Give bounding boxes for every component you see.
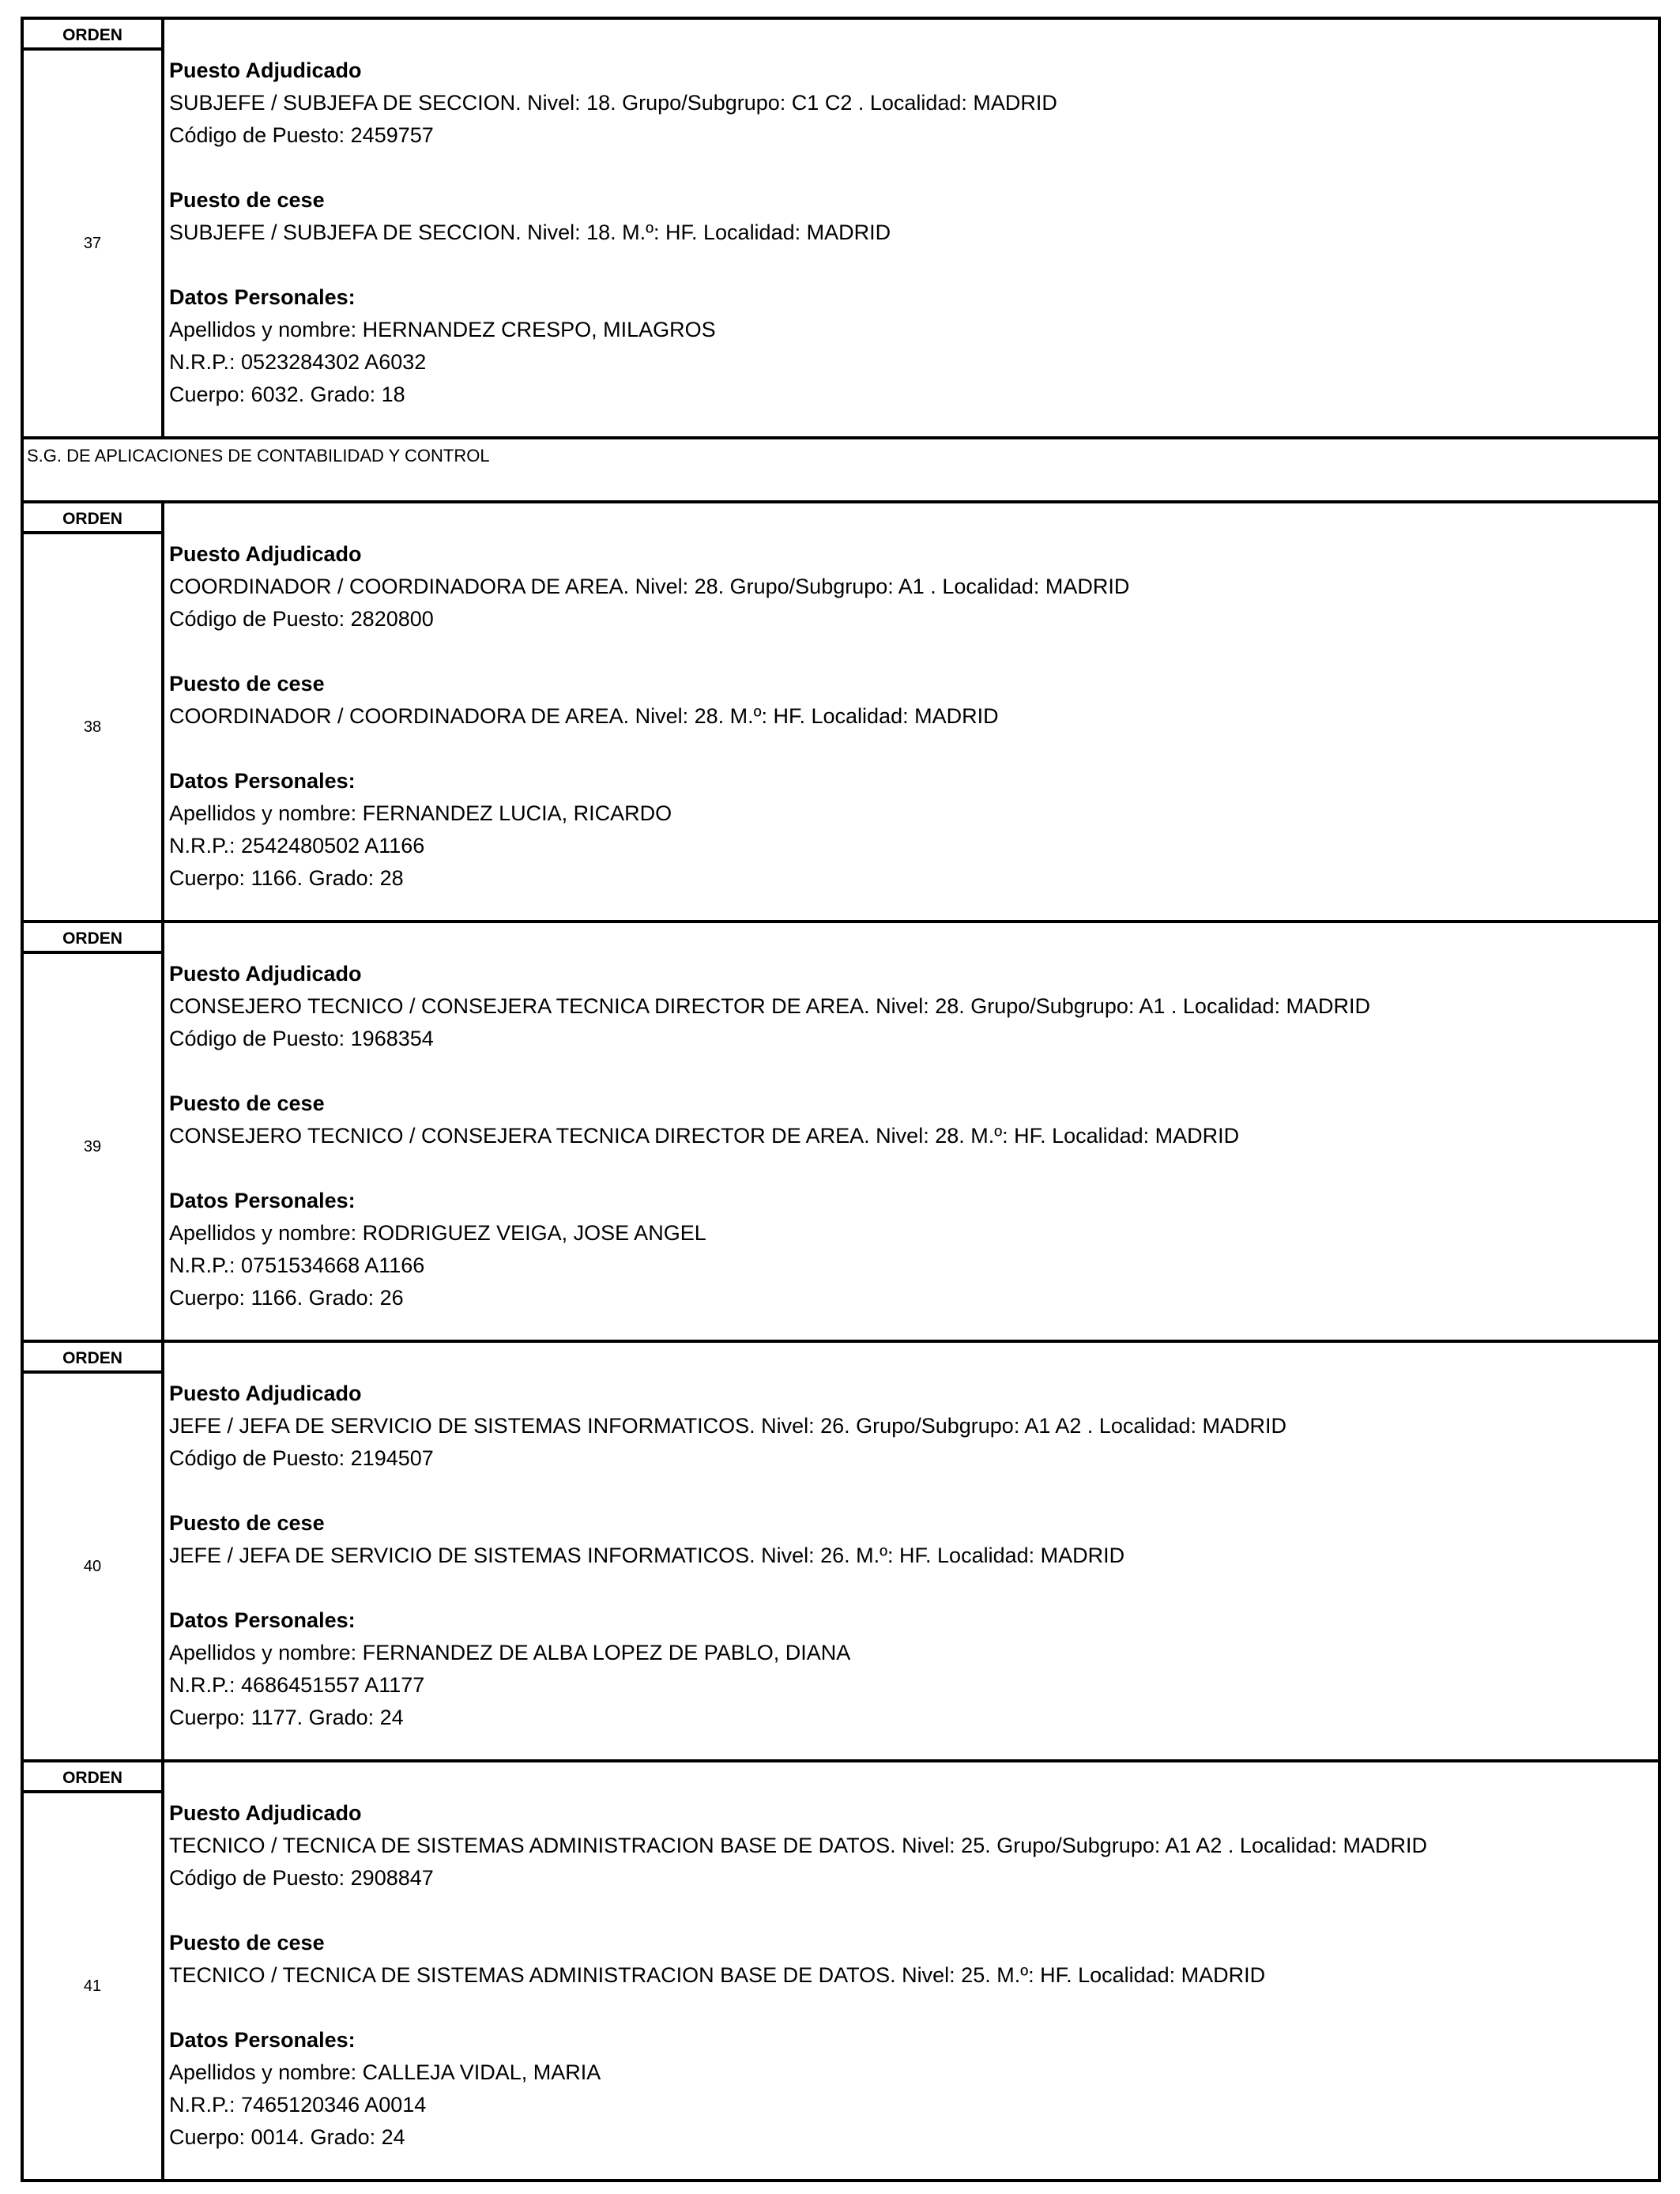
nrp: N.R.P.: 0523284302 A6032 [169,350,427,374]
orden-column [24,503,164,920]
apellidos-nombre: Apellidos y nombre: RODRIGUEZ VEIGA, JOSE ANGEL [169,1221,706,1245]
nrp: N.R.P.: 0751534668 A1166 [169,1253,425,1277]
codigo-puesto: Código de Puesto: 1968354 [169,1027,434,1050]
apellidos-nombre: Apellidos y nombre: HERNANDEZ CRESPO, MILAGROS [169,318,716,341]
personales-heading: Datos Personales: [169,285,356,309]
entry-content [164,1343,1658,1759]
adjudicado-heading: Puesto Adjudicado [169,962,362,986]
entry-block [24,1340,1658,1759]
personales-heading: Datos Personales: [169,2028,356,2052]
orden-number: 41 [83,1977,102,1995]
cuerpo-grado: Cuerpo: 1177. Grado: 24 [169,1706,404,1729]
cuerpo-grado: Cuerpo: 1166. Grado: 28 [169,866,404,890]
cuerpo-grado: Cuerpo: 0014. Grado: 24 [169,2125,405,2149]
personales-heading: Datos Personales: [169,769,356,793]
cese-text: CONSEJERO TECNICO / CONSEJERA TECNICA DIRECTOR DE AREA. Nivel: 28. M.º: HF. Localidad: MADRID [169,1124,1240,1148]
entry-block [24,920,1658,1340]
orden-label: ORDEN [24,1343,161,1374]
entry-block [24,17,1658,436]
adjudicado-text: CONSEJERO TECNICO / CONSEJERA TECNICA DIRECTOR DE AREA. Nivel: 28. Grupo/Subgrupo: A1 . Localidad: MADRID [169,994,1371,1018]
cese-text: JEFE / JEFA DE SERVICIO DE SISTEMAS INFORMATICOS. Nivel: 26. M.º: HF. Localidad: MADRID [169,1544,1125,1567]
adjudicado-heading: Puesto Adjudicado [169,1801,362,1825]
orden-number: 37 [83,234,102,252]
orden-label: ORDEN [24,503,161,534]
cese-text: SUBJEFE / SUBJEFA DE SECCION. Nivel: 18. M.º: HF. Localidad: MADRID [169,221,891,244]
adjudicado-text: TECNICO / TECNICA DE SISTEMAS ADMINISTRACION BASE DE DATOS. Nivel: 25. Grupo/Subgrupo: A1 A2 . Localidad: MADRID [169,1834,1428,1857]
entry-content [164,503,1658,920]
cese-text: COORDINADOR / COORDINADORA DE AREA. Nivel: 28. M.º: HF. Localidad: MADRID [169,704,999,728]
entry-content [164,923,1658,1340]
orden-column [24,1343,164,1759]
adjudicado-text: COORDINADOR / COORDINADORA DE AREA. Nivel: 28. Grupo/Subgrupo: A1 . Localidad: MADRID [169,575,1130,598]
entry-content [164,20,1658,436]
entry-block [24,500,1658,920]
entry-block [24,1759,1658,2179]
orden-number: 39 [83,1137,102,1155]
cese-heading: Puesto de cese [169,1931,325,1955]
personales-heading: Datos Personales: [169,1189,356,1212]
orden-column [24,20,164,436]
orden-column [24,923,164,1340]
nrp: N.R.P.: 2542480502 A1166 [169,834,425,858]
section-title: S.G. DE APLICACIONES DE CONTABILIDAD Y CONTROL [24,436,1658,500]
cese-heading: Puesto de cese [169,1511,325,1535]
orden-column [24,1762,164,2179]
nrp: N.R.P.: 4686451557 A1177 [169,1673,425,1697]
personales-heading: Datos Personales: [169,1608,356,1632]
adjudicado-text: SUBJEFE / SUBJEFA DE SECCION. Nivel: 18. Grupo/Subgrupo: C1 C2 . Localidad: MADRID [169,91,1057,115]
codigo-puesto: Código de Puesto: 2908847 [169,1866,434,1890]
cuerpo-grado: Cuerpo: 1166. Grado: 26 [169,1286,404,1310]
codigo-puesto: Código de Puesto: 2194507 [169,1446,434,1470]
cese-heading: Puesto de cese [169,188,325,212]
codigo-puesto: Código de Puesto: 2459757 [169,123,434,147]
adjudicado-heading: Puesto Adjudicado [169,58,362,82]
adjudicado-text: JEFE / JEFA DE SERVICIO DE SISTEMAS INFORMATICOS. Nivel: 26. Grupo/Subgrupo: A1 A2 . Localidad: MADRID [169,1414,1286,1438]
orden-label: ORDEN [24,1762,161,1793]
cese-heading: Puesto de cese [169,672,325,696]
cuerpo-grado: Cuerpo: 6032. Grado: 18 [169,383,405,406]
cese-heading: Puesto de cese [169,1091,325,1115]
adjudicado-heading: Puesto Adjudicado [169,1382,362,1405]
orden-number: 40 [83,1557,102,1575]
orden-label: ORDEN [24,923,161,954]
entry-content [164,1762,1658,2179]
apellidos-nombre: Apellidos y nombre: FERNANDEZ DE ALBA LOPEZ DE PABLO, DIANA [169,1641,851,1664]
orden-number: 38 [83,718,102,736]
apellidos-nombre: Apellidos y nombre: FERNANDEZ LUCIA, RICARDO [169,801,672,825]
adjudicado-heading: Puesto Adjudicado [169,542,362,566]
cese-text: TECNICO / TECNICA DE SISTEMAS ADMINISTRACION BASE DE DATOS. Nivel: 25. M.º: HF. Localidad: MADRID [169,1963,1266,1987]
apellidos-nombre: Apellidos y nombre: CALLEJA VIDAL, MARIA [169,2060,601,2084]
document-table [21,17,1661,2182]
orden-label: ORDEN [24,20,161,51]
codigo-puesto: Código de Puesto: 2820800 [169,607,434,631]
nrp: N.R.P.: 7465120346 A0014 [169,2093,427,2117]
